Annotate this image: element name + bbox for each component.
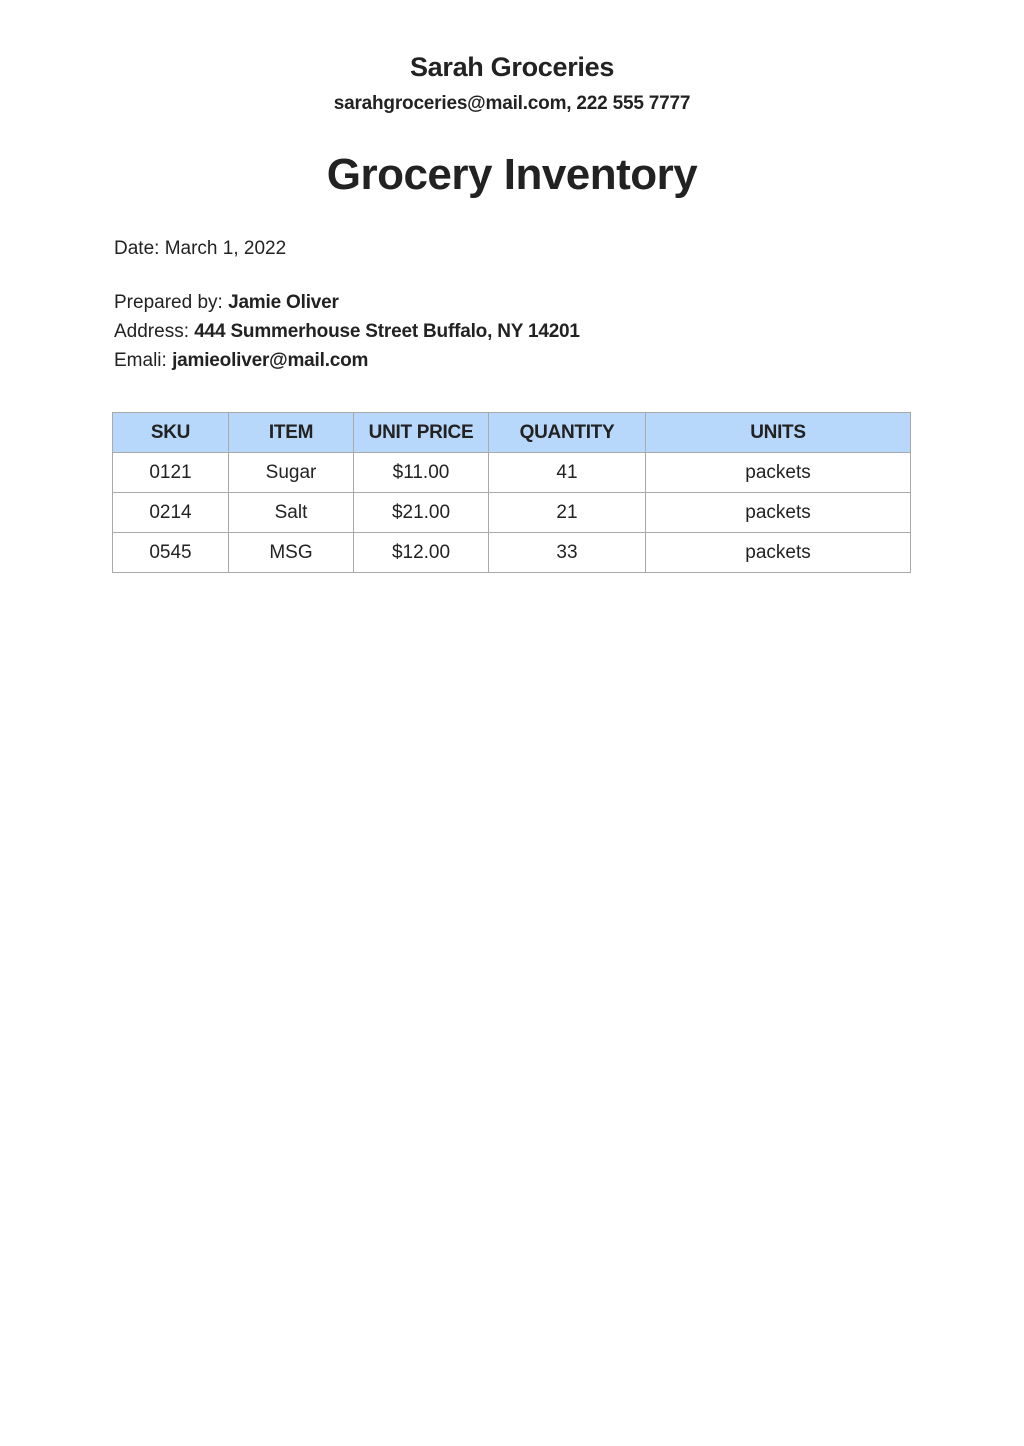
cell-unit-price: $11.00	[354, 453, 489, 493]
column-header-unit-price: UNIT PRICE	[354, 413, 489, 453]
email-value: jamieoliver@mail.com	[172, 350, 369, 371]
cell-units: packets	[646, 453, 911, 493]
date-value: March 1, 2022	[164, 238, 287, 259]
column-header-item: ITEM	[229, 413, 354, 453]
cell-sku: 0214	[113, 493, 229, 533]
document-title: Grocery Inventory	[326, 150, 698, 199]
cell-unit-price: $12.00	[354, 533, 489, 573]
cell-sku: 0545	[113, 533, 229, 573]
table-row	[113, 533, 911, 573]
company-contact: sarahgroceries@mail.com, 222 555 7777	[333, 93, 691, 114]
cell-quantity: 33	[489, 533, 646, 573]
cell-quantity: 41	[489, 453, 646, 493]
cell-unit-price: $21.00	[354, 493, 489, 533]
cell-units: packets	[646, 493, 911, 533]
cell-units: packets	[646, 533, 911, 573]
cell-item: Salt	[229, 493, 354, 533]
table-row	[113, 453, 911, 493]
address-line	[114, 321, 580, 343]
date-line	[114, 238, 286, 260]
table-row	[113, 493, 911, 533]
table-header-row	[113, 413, 911, 453]
column-header-quantity: QUANTITY	[489, 413, 646, 453]
company-name: Sarah Groceries	[409, 52, 615, 82]
cell-sku: 0121	[113, 453, 229, 493]
cell-quantity: 21	[489, 493, 646, 533]
column-header-units: UNITS	[646, 413, 911, 453]
address-value: 444 Summerhouse Street Buffalo, NY 14201	[194, 321, 580, 342]
email-label: Emali:	[114, 350, 167, 371]
prepared-by-line	[114, 292, 339, 314]
date-label: Date:	[114, 238, 160, 259]
inventory-table	[112, 412, 911, 573]
cell-item: MSG	[229, 533, 354, 573]
address-label: Address:	[114, 321, 189, 342]
prepared-by-label: Prepared by:	[114, 292, 223, 313]
email-line	[114, 350, 368, 372]
prepared-by-value: Jamie Oliver	[228, 292, 339, 313]
column-header-sku: SKU	[113, 413, 229, 453]
cell-item: Sugar	[229, 453, 354, 493]
